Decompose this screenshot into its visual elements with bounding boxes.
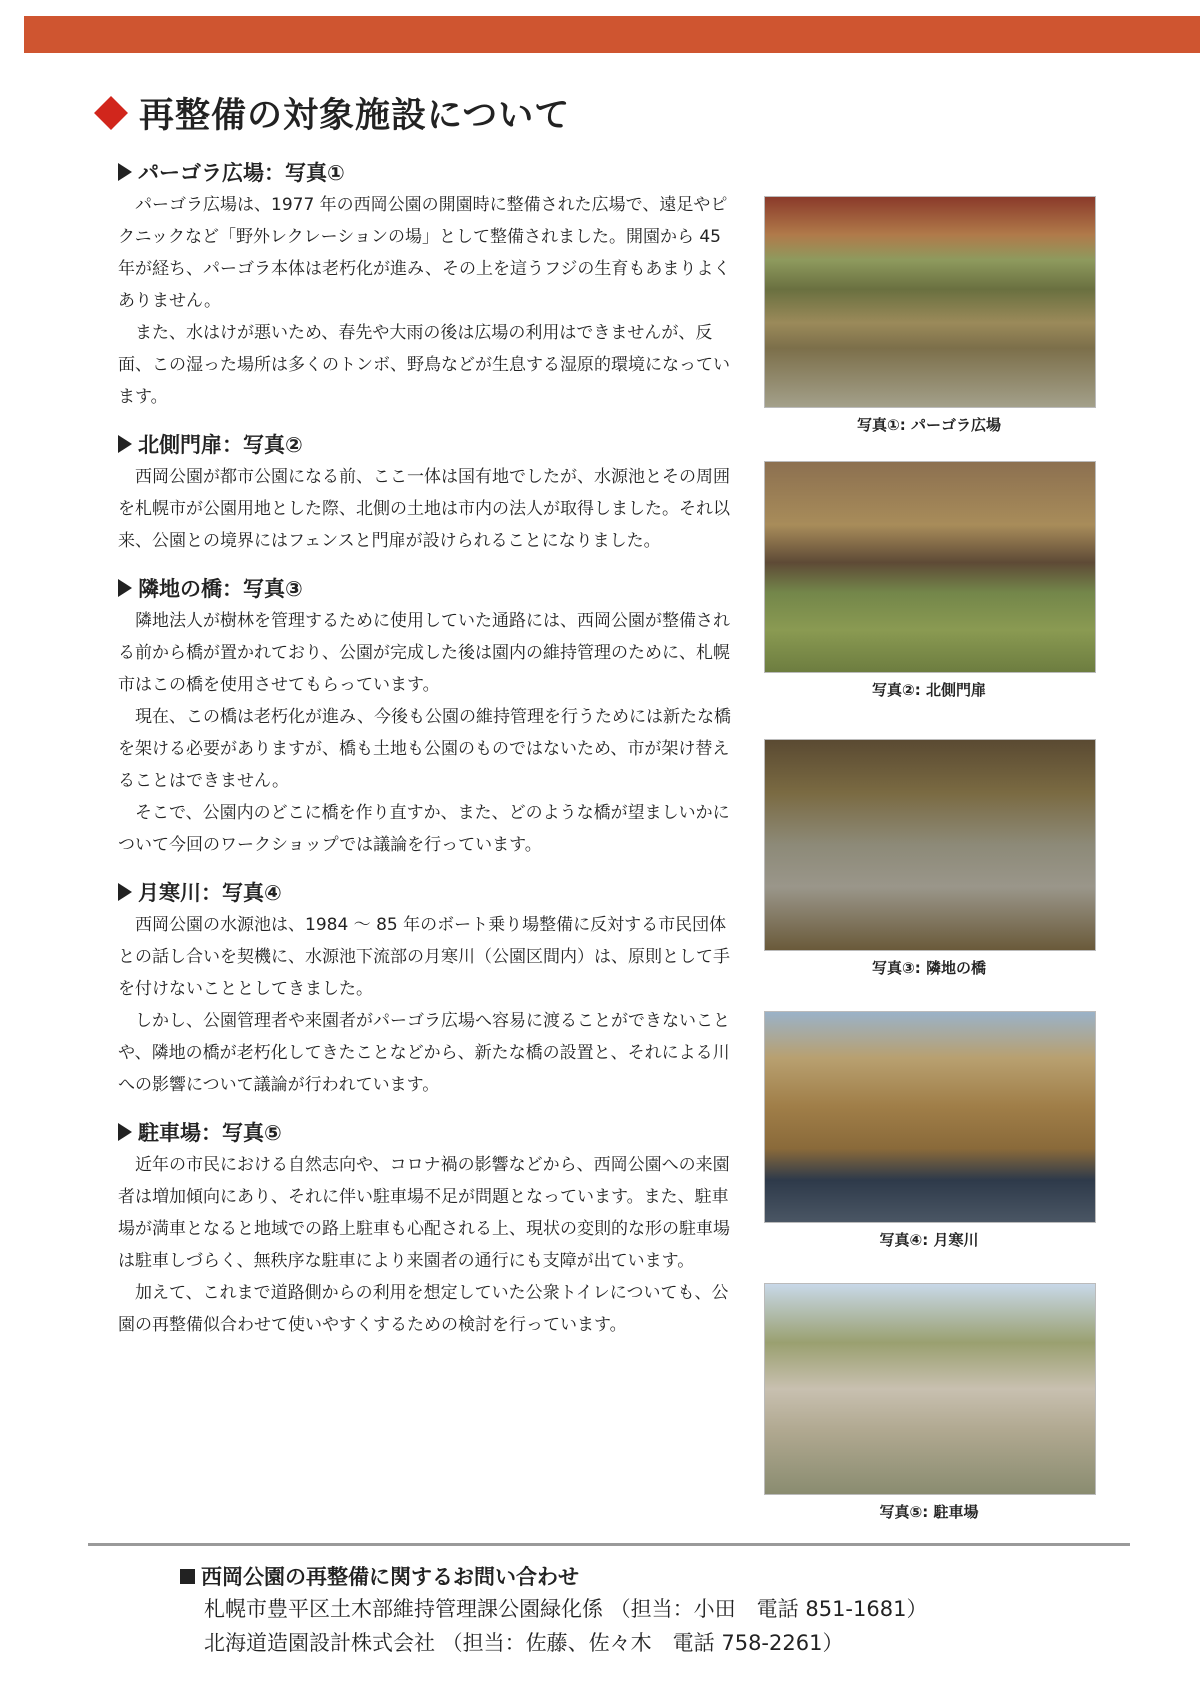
main-content (118, 155, 740, 1355)
photo-caption: 写真③: 隣地の橋 (872, 959, 986, 977)
section-river (118, 875, 740, 1101)
pergola-plaza-photo (764, 196, 1096, 408)
triangle-bullet-icon (118, 1123, 132, 1141)
paragraph: しかし、公園管理者や来園者がパーゴラ広場へ容易に渡ることができないことや、隣地の橋が老朽化してきたことなどから、新たな橋の設置と、それによる川への影響について議論が行われています。 (118, 1011, 730, 1095)
section-pergola (118, 155, 740, 413)
paragraph: 西岡公園が都市公園になる前、ここ一体は国有地でしたが、水源池とその周囲を札幌市が公園用地とした際、北側の土地は市内の法人が取得しました。それ以来、公園との境界にはフェンスと門扉が設けられることになりました。 (118, 467, 730, 551)
photo-caption: 写真①: パーゴラ広場 (857, 416, 1001, 434)
section-north-gate (118, 427, 740, 557)
section-bridge (118, 571, 740, 861)
divider (88, 1543, 1130, 1546)
triangle-bullet-icon (118, 883, 132, 901)
photo-figure (764, 1011, 1094, 1250)
contact-line: 北海道造園設計株式会社 （担当：佐藤、佐々木 電話 758-2261） (204, 1631, 844, 1655)
paragraph: そこで、公園内のどこに橋を作り直すか、また、どのような橋が望ましいかについて今回のワークショップでは議論を行っています。 (118, 803, 730, 855)
header-bar (24, 16, 1200, 53)
page-title-text: 再整備の対象施設について (139, 96, 571, 136)
photo-caption: 写真⑤: 駐車場 (879, 1503, 979, 1521)
section-parking (118, 1115, 740, 1341)
photo-caption: 写真②: 北側門扉 (872, 681, 986, 699)
square-bullet-icon (180, 1569, 195, 1584)
paragraph: 隣地法人が樹林を管理するために使用していた通路には、西岡公園が整備される前から橋が置かれており、公園が完成した後は園内の維持管理のために、札幌市はこの橋を使用させてもらっています。 (118, 611, 730, 695)
photo-caption: 写真④: 月寒川 (879, 1231, 979, 1249)
photo-figure (764, 196, 1094, 435)
paragraph: 加えて、これまで道路側からの利用を想定していた公衆トイレについても、公園の再整備似合わせて使いやすくするための検討を行っています。 (118, 1283, 729, 1335)
photo-figure (764, 461, 1094, 700)
triangle-bullet-icon (118, 163, 132, 181)
paragraph: 現在、この橋は老朽化が進み、今後も公園の維持管理を行うためには新たな橋を架ける必要がありますが、橋も土地も公園のものではないため、市が架け替えることはできません。 (118, 707, 732, 791)
triangle-bullet-icon (118, 435, 132, 453)
paragraph: また、水はけが悪いため、春先や大雨の後は広場の利用はできませんが、反面、この湿った場所は多くのトンボ、野鳥などが生息する湿原的環境になっています。 (118, 323, 730, 407)
section-heading: 北側門扉：写真② (118, 427, 740, 461)
section-heading: 駐車場：写真⑤ (118, 1115, 740, 1149)
photo-figure (764, 739, 1094, 978)
section-heading: パーゴラ広場：写真① (118, 155, 740, 189)
photo-figure (764, 1283, 1094, 1522)
contact-line: 札幌市豊平区土木部維持管理課公園緑化係 （担当：小田 電話 851-1681） (204, 1597, 928, 1621)
paragraph: 西岡公園の水源池は、1984 ～ 85 年のボート乗り場整備に反対する市民団体との話し合いを契機に、水源池下流部の月寒川（公園区間内）は、原則として手を付けないこととしてきました。 (118, 915, 730, 999)
page-title (95, 88, 570, 138)
diamond-icon (94, 96, 128, 130)
section-heading: 隣地の橋：写真③ (118, 571, 740, 605)
section-heading: 月寒川：写真④ (118, 875, 740, 909)
parking-lot-photo (764, 1283, 1096, 1495)
contact-block (180, 1560, 1080, 1660)
contact-heading: 西岡公園の再整備に関するお問い合わせ (180, 1560, 1080, 1592)
bridge-photo (764, 739, 1096, 951)
triangle-bullet-icon (118, 579, 132, 597)
river-photo (764, 1011, 1096, 1223)
paragraph: パーゴラ広場は、1977 年の西岡公園の開園時に整備された広場で、遠足やピクニックなど「野外レクレーションの場」として整備されました。開園から 45 年が経ち、パーゴラ本体は老朽化が進み、その上を這うフジの生育もあまりよくありません。 (118, 195, 731, 311)
north-gate-photo (764, 461, 1096, 673)
paragraph: 近年の市民における自然志向や、コロナ禍の影響などから、西岡公園への来園者は増加傾向にあり、それに伴い駐車場不足が問題となっています。また、駐車場が満車となると地域での路上駐車も心配される上、現状の変則的な形の駐車場は駐車しづらく、無秩序な駐車により来園者の通行にも支障が出ています。 (118, 1155, 730, 1271)
